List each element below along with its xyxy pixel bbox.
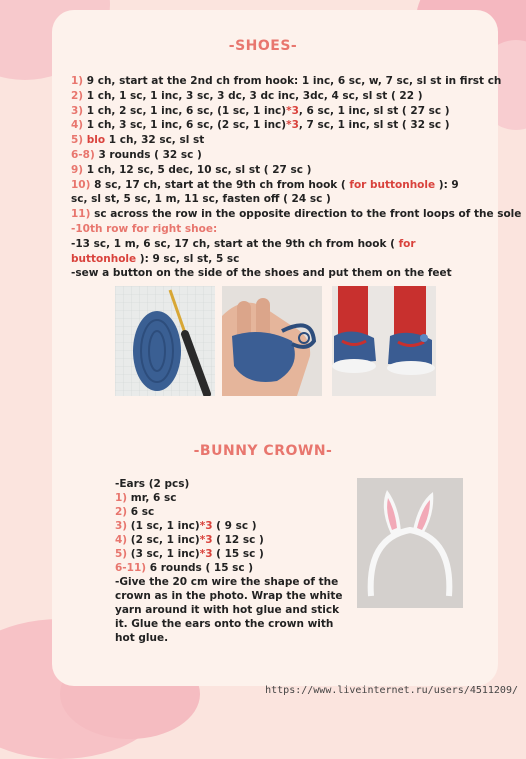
shoes-instructions [71,74,522,281]
highlight-text: *3 [199,548,213,560]
row-text: -sew a button on the side of the shoes and put them on the feet [71,267,452,280]
doll-shoes-photo [332,286,436,396]
highlight-text: blo [86,134,106,147]
highlight-text: *3 [199,520,213,532]
shoe-upper-photo [222,286,322,396]
row-number: 1) [71,75,87,87]
row-number: 11) [71,208,95,221]
row-number: 2) [71,89,87,102]
bunny-crown-title: -BUNNY CROWN- [193,443,333,459]
instruction-row [115,575,355,645]
row-number: 5) [71,134,87,147]
row-text: ( 12 sc ) [212,534,264,546]
row-number: 10) [71,178,95,191]
row-text: (1 sc, 1 inc) [130,520,200,532]
sole-photo [115,286,215,396]
instruction-row [71,74,502,89]
row-text: (3 sc, 1 inc) [130,548,200,560]
row-text: ): 9 sc, sl st, 5 sc, 1 m, 11 sc, fasten off ( 24 sc ) [71,178,459,206]
row-text: sc across the row in the opposite direction to the front loops of the sole [94,208,522,221]
row-text: 1 ch, 2 sc, 1 inc, 6 sc, (1 sc, 1 inc) [86,104,287,117]
instruction-row [71,178,471,208]
row-text: 8 sc, 17 ch, start at the 9th ch from hook ( [94,178,350,191]
instruction-row [115,533,355,547]
highlight-text: *3 [286,104,299,117]
row-number: 4) [71,119,87,132]
row-text: , 6 sc, 1 inc, sl st ( 27 sc ) [298,104,450,117]
instruction-row [71,118,471,133]
row-text: 3 rounds ( 32 sc ) [98,148,202,161]
row-text: , 7 sc, 1 inc, sl st ( 32 sc ) [298,119,450,132]
row-number: -10th row for right shoe: [71,222,218,235]
row-text: -13 sc, 1 m, 6 sc, 17 ch, start at the 9th ch from hook ( [71,237,399,250]
instruction-row [71,163,471,178]
source-url: https://www.liveinternet.ru/users/4511209/ [265,685,518,696]
highlight-text: *3 [199,534,213,546]
highlight-text: for buttonhole [349,178,436,191]
highlight-text: for buttonhole [71,237,416,265]
row-text: 6 rounds ( 15 sc ) [149,562,254,574]
row-number: 5) [115,548,131,560]
instruction-row [71,89,471,104]
row-number: 6-8) [71,148,99,161]
row-number: 3) [115,520,131,532]
row-number: 1) [115,492,131,504]
instruction-row [71,207,522,222]
row-text: -Ears (2 pcs) [115,478,190,490]
instruction-row [115,561,355,575]
bunny-crown-instructions [115,477,355,645]
instruction-row [71,104,471,119]
instruction-row [115,477,355,491]
row-number: 3) [71,104,87,117]
row-text: mr, 6 sc [130,492,177,504]
highlight-text: *3 [286,119,299,132]
row-number: 9) [71,163,87,176]
row-text: ( 15 sc ) [212,548,264,560]
row-text: ): 9 sc, sl st, 5 sc [136,252,240,265]
instruction-row [71,266,471,281]
instruction-row [115,547,355,561]
row-text: 9 ch, start at the 2nd ch from hook: 1 inc, 6 sc, w, 7 sc, sl st in first ch [86,75,502,87]
row-text: 1 ch, 32 sc, sl st [105,134,205,147]
instruction-row [71,148,471,163]
instruction-row [71,133,471,148]
row-number: 2) [115,506,131,518]
row-text: -Give the 20 cm wire the shape of the crown as in the photo. Wrap the white yarn around it with hot glue and stick it. Glue the ears onto the crown with hot glue. [115,576,343,644]
instruction-row [115,491,355,505]
row-text: 1 ch, 12 sc, 5 dec, 10 sc, sl st ( 27 sc ) [86,163,312,176]
row-number: 6-11) [115,562,150,574]
instruction-row [115,505,355,519]
instruction-row [71,222,471,237]
row-text: 1 ch, 1 sc, 1 inc, 3 sc, 3 dc, 3 dc inc, 3dc, 4 sc, sl st ( 22 ) [86,89,423,102]
row-text: (2 sc, 1 inc) [130,534,200,546]
bunny-headband-photo [357,478,463,608]
instruction-row [71,237,471,267]
row-text: ( 9 sc ) [212,520,257,532]
row-number: 4) [115,534,131,546]
shoes-title: -SHOES- [228,38,298,54]
instruction-row [115,519,355,533]
row-text: 1 ch, 3 sc, 1 inc, 6 sc, (2 sc, 1 inc) [86,119,287,132]
row-text: 6 sc [130,506,155,518]
